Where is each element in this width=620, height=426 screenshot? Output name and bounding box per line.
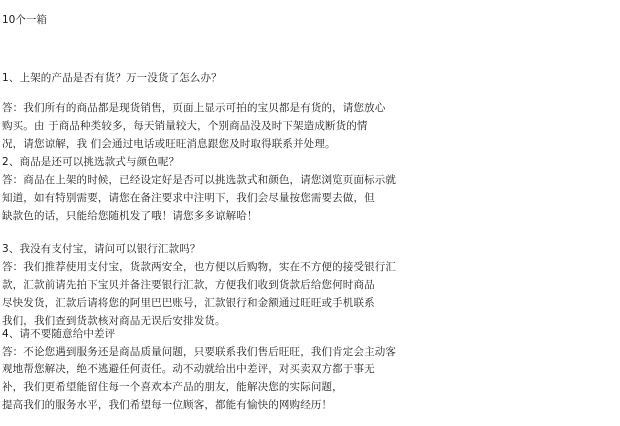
- faq-answer-line: 答：商品在上架的时候，已经设定好是否可以挑选款式和颜色，请您浏览页面标示就: [2, 174, 397, 186]
- faq-answer-line: 补，我们更希望能留住每一个喜欢本产品的朋友，能解决您的实际问题，: [2, 381, 343, 393]
- faq-answer-line: 答：我们推荐使用支付宝，货款两安全，也方便以后购物，实在不方便的接受银行汇: [2, 261, 397, 273]
- faq-answer-line: 提高我们的服务水平，我们希望每一位顾客，都能有愉快的网购经历！: [2, 399, 333, 411]
- faq-answer-line: 尽快发货，汇款后请将您的阿里巴巴账号，汇款银行和金额通过旺旺或手机联系: [2, 297, 375, 309]
- faq-answer-line: 购买。由 于商品种类较多，每天销量较大，个别商品没及时下架造成断货的情: [2, 120, 368, 132]
- faq-answer-line: 款，汇款前请先拍下宝贝并备注要银行汇款，方便我们收到货款后给您何时商品: [2, 279, 375, 291]
- faq-answer-line: 答：不论您遇到服务还是商品质量问题，只要联系我们售后旺旺，我们肯定会主动客: [2, 346, 397, 358]
- faq-question: 4、请不要随意给中差评: [2, 328, 116, 340]
- faq-answer-line: 答：我们所有的商品都是现货销售，页面上显示可拍的宝贝都是有货的，请您放心: [2, 102, 386, 114]
- document-title: 10个一箱: [2, 14, 47, 26]
- faq-answer-line: 况，请您谅解，我 们会通过电话或旺旺消息跟您及时取得联系并处理。: [2, 138, 336, 150]
- faq-question: 2、商品是还可以挑选款式与颜色呢？: [2, 156, 180, 168]
- faq-answer-line: 缺款色的话，只能给您随机发了哦！请您多多谅解哈！: [2, 210, 258, 222]
- faq-question: 1、上架的产品是否有货？万一没货了怎么办？: [2, 72, 222, 84]
- faq-question: 3、我没有支付宝，请问可以银行汇款吗？: [2, 243, 201, 255]
- faq-answer-line: 观地帮您解决，绝不逃避任何责任。动不动就给出中差评，对买卖双方都于事无: [2, 363, 375, 375]
- faq-answer-line: 知道，如有特别需要，请您在备注要求中注明下，我们会尽量按您需要去做，但: [2, 192, 375, 204]
- faq-answer-line: 我们，我们查到货款核对商品无误后安排发货。: [2, 315, 226, 327]
